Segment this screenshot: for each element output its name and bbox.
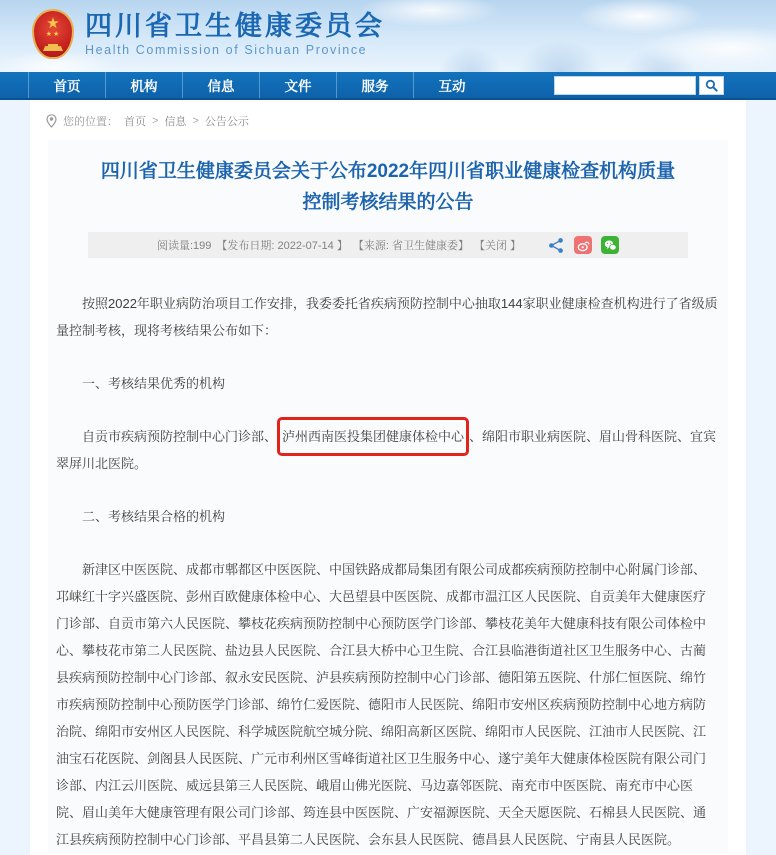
nav-item-organization[interactable]: 机构 [105, 72, 182, 98]
search-icon [705, 79, 718, 92]
nav-item-home[interactable]: 首页 [28, 72, 105, 98]
weibo-icon[interactable] [574, 236, 592, 254]
qualified-paragraph: 新津区中医医院、成都市郫都区中医医院、中国铁路成都局集团有限公司成都疾病预防控制中心附属门诊部、邛崃红十字兴盛医院、彭州百欧健康体检中心、大邑望县中医医院、成都市温江区人民医院、自贡美年大健康医疗门诊部、自贡市第六人民医院、攀枝花疾病预防控制中心预防医学门诊部、攀枝花美年大健康科技有限公司体检中心、攀枝花市第二人民医院、盐边县人民医院、合江县大桥中心卫生院、合江县临港街道社区卫生服务中心、古蔺县疾病预防控制中心门诊部、叙永安民医院、泸县疾病预防控制中心门诊部、德阳第五医院、什邡仁恒医院、绵竹市疾病预防控制中心预防医学门诊部、绵竹仁爱医院、德阳市人民医院、绵阳市安州区疾病预防控制中心地方病防治院、绵阳市安州区人民医院、科学城医院航空城分院、绵阳高新区医院、绵阳市人民医院、江油市人民医院、江油宝石花医院、剑阁县人民医院、广元市利州区雪峰街道社区卫生服务中心、遂宁美年大健康体检医院有限公司门诊部、内江云川医院、威远县第三人民医院、峨眉山佛光医院、马边嘉邻医院、南充市中医医院、南充市中心医院、眉山美年大健康管理有限公司门诊部、筠连县中医医院、广安福源医院、天全天愿医院、石棉县人民医院、通江县疾病预防控制中心门诊部、平昌县第二人民医院、会东县人民医院、德昌县人民医院、宁南县人民医院。 [56, 562, 707, 847]
nav-item-information[interactable]: 信息 [182, 72, 259, 98]
breadcrumb-current[interactable]: 公告公示 [204, 116, 249, 128]
article-panel [48, 140, 728, 853]
meta-source: 【来源: 省卫生健康委】 [352, 240, 469, 252]
breadcrumb-home[interactable]: 首页 [124, 116, 146, 128]
section2-heading: 二、考核结果合格的机构 [82, 509, 226, 524]
nav-item-documents[interactable]: 文件 [259, 72, 336, 98]
close-button[interactable]: 【关闭 】 [473, 240, 522, 252]
main-nav [0, 72, 776, 100]
national-emblem-icon: ★ ★★ [32, 9, 74, 59]
intro-paragraph: 按照2022年职业病防治项目工作安排，我委委托省疾病预防控制中心抽取144家职业健康检查机构进行了省级质量控制考核，现将考核结果公布如下： [56, 296, 718, 338]
site-subtitle: Health Commission of Sichuan Province [85, 43, 368, 57]
nav-item-interaction[interactable]: 互动 [413, 72, 490, 98]
header-banner [0, 0, 776, 72]
breadcrumb-separator: > [152, 115, 159, 127]
breadcrumb-prefix: 您的位置： [63, 116, 118, 128]
wechat-icon[interactable] [601, 236, 619, 254]
site-title: 四川省卫生健康委员会 [85, 11, 385, 41]
share-icon[interactable] [548, 237, 565, 254]
article-meta-bar [88, 232, 688, 258]
article-body [48, 258, 728, 853]
page-container [30, 100, 746, 855]
meta-publish-date: 【发布日期: 2022-07-14 】 [216, 240, 348, 252]
article-title: 四川省卫生健康委员会关于公布2022年四川省职业健康检查机构质量控制考核结果的公告 [100, 161, 676, 213]
location-pin-icon [46, 114, 57, 128]
site-titles [85, 11, 385, 57]
share-icons [548, 236, 619, 254]
breadcrumb-information[interactable]: 信息 [164, 116, 187, 128]
nav-item-services[interactable]: 服务 [336, 72, 413, 98]
site-logo[interactable] [32, 9, 385, 59]
section1-heading: 一、考核结果优秀的机构 [82, 376, 226, 391]
red-highlight-box: 泸州西南医投集团健康体检中心 [277, 417, 469, 456]
meta-views: 阅读量:199 [156, 240, 212, 252]
search-area [554, 72, 724, 98]
search-button[interactable] [699, 76, 724, 95]
breadcrumb-separator: > [192, 115, 199, 127]
excellent-paragraph: 自贡市疾病预防控制中心门诊部、 泸州西南医投集团健康体检中心 、绵阳市职业病医院、眉山骨科医院、宜宾翠屏川北医院。 [56, 423, 718, 477]
search-input[interactable] [554, 76, 696, 95]
breadcrumb [30, 100, 746, 138]
